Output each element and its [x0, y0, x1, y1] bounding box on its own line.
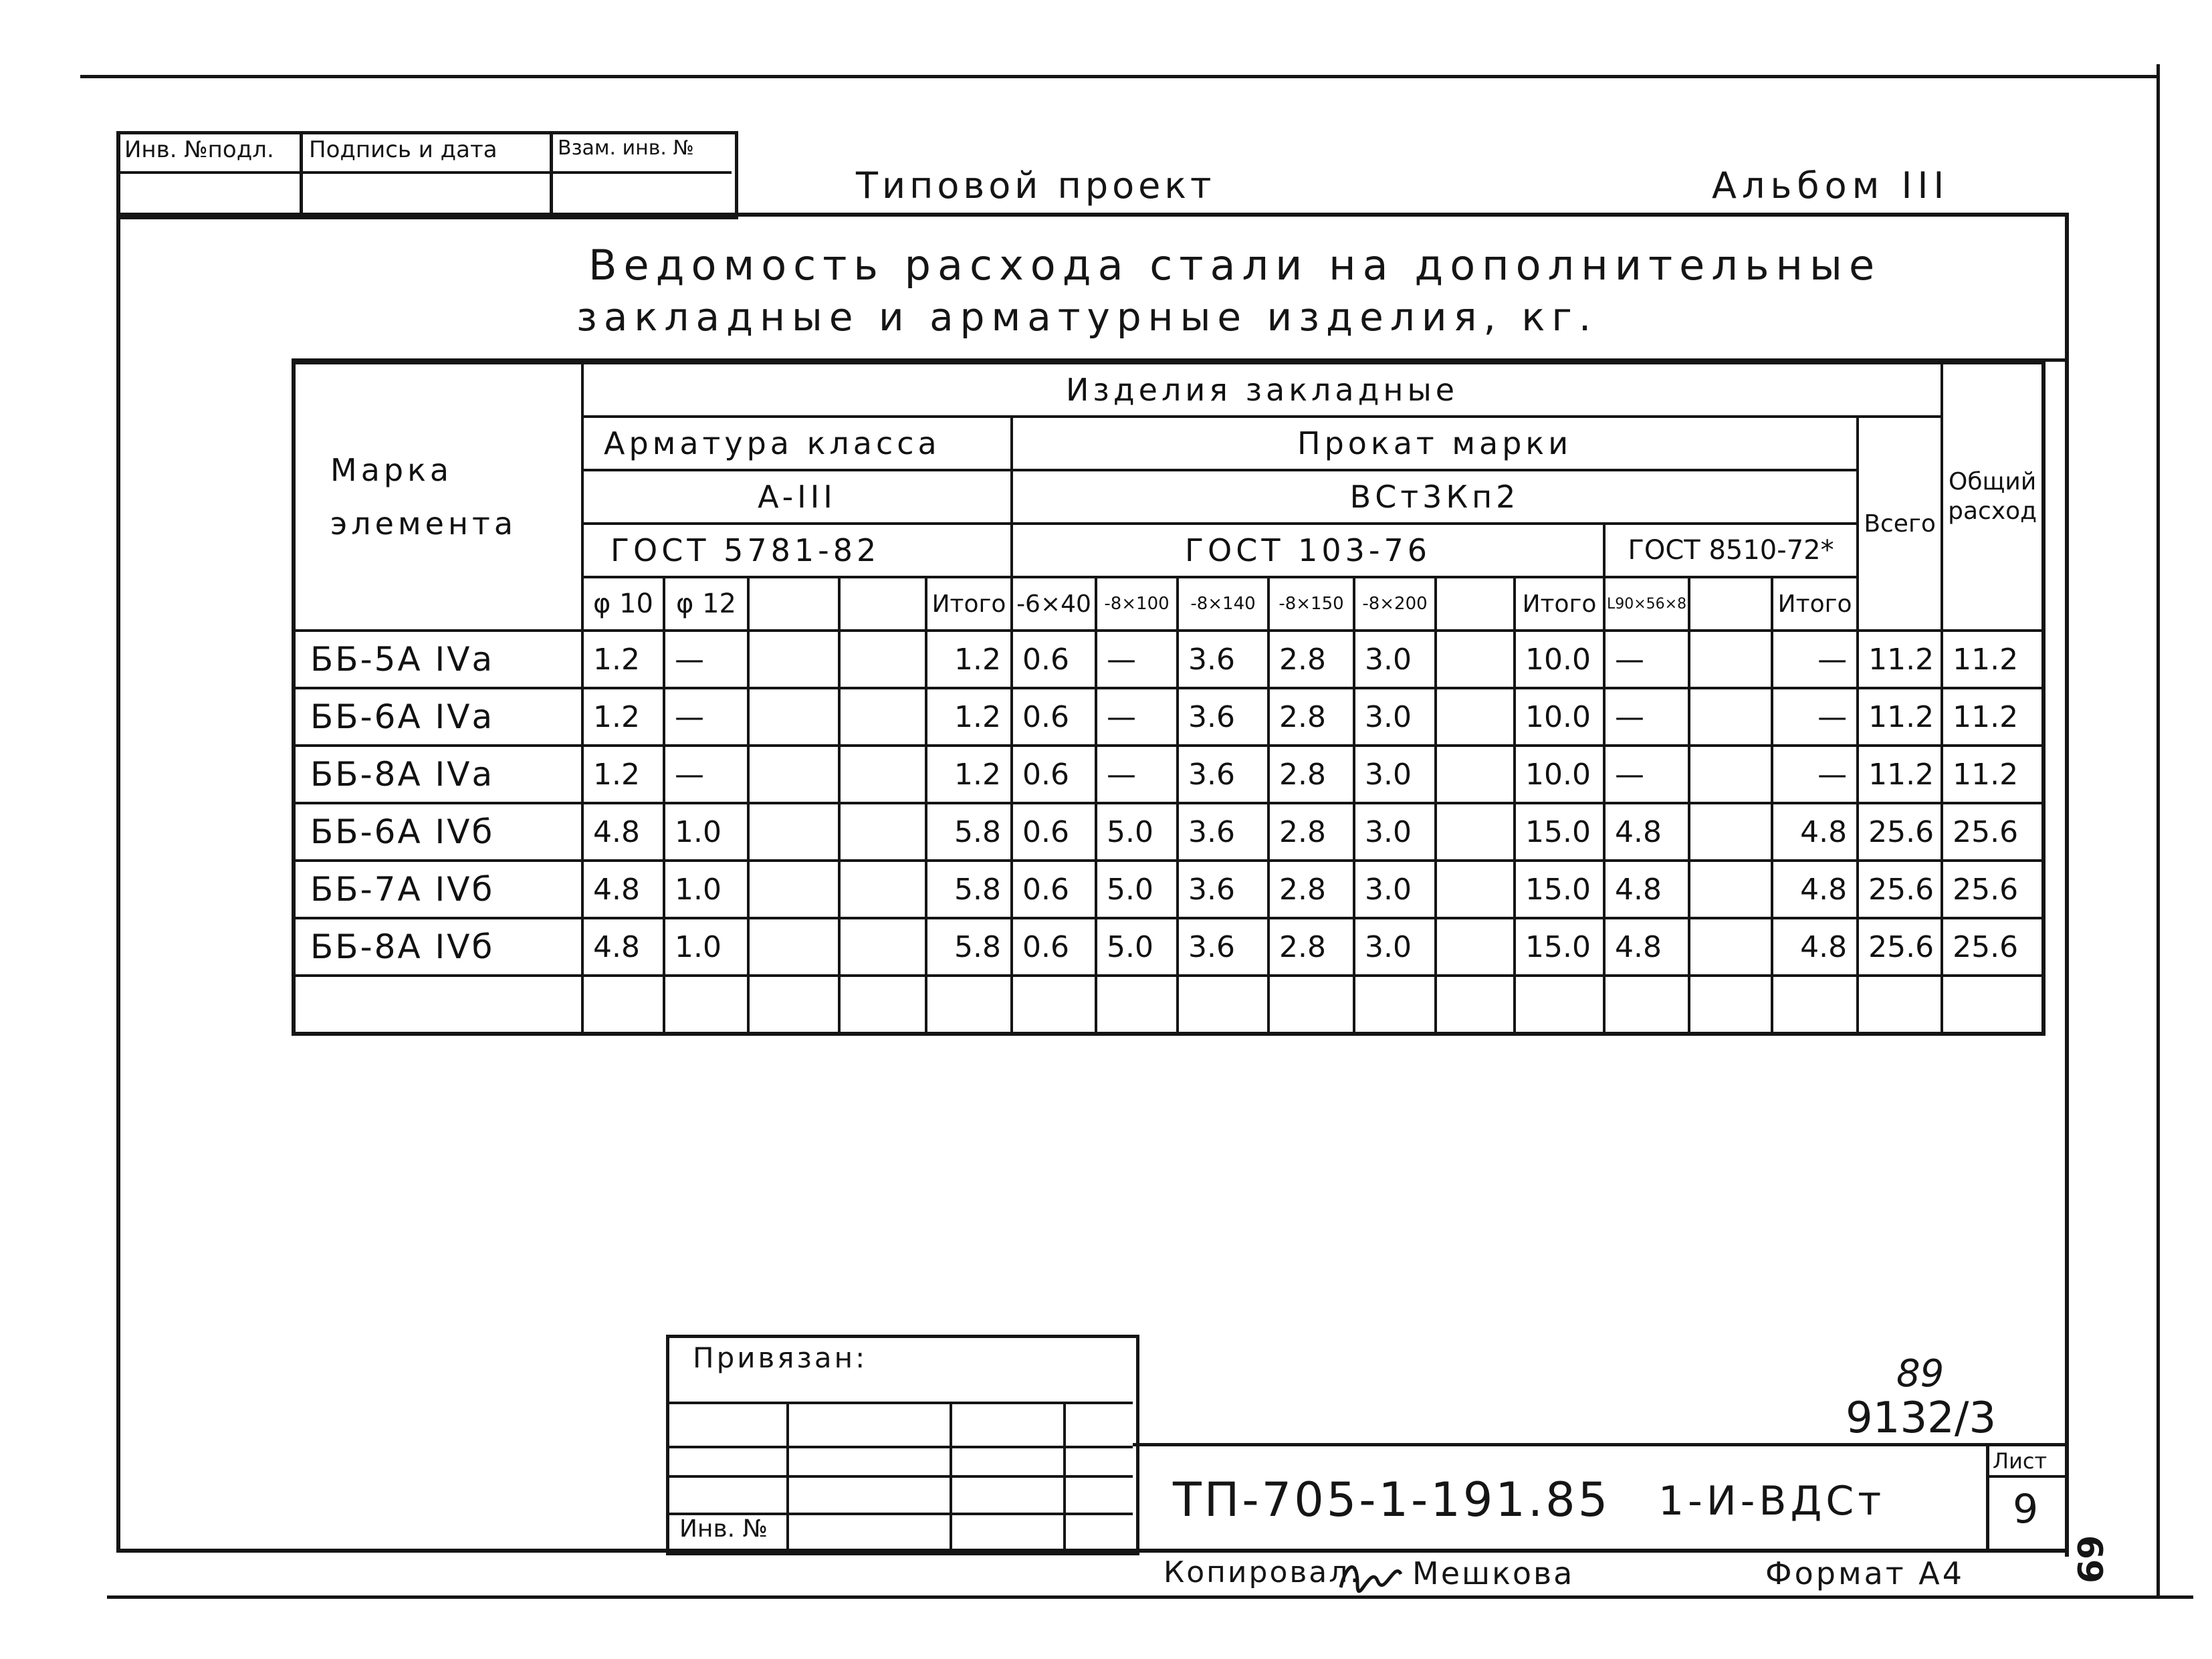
cell-6x40: 0.6 [1012, 631, 1096, 688]
cell-empty [1942, 976, 2043, 1034]
cell-vsego: 25.6 [1858, 918, 1942, 976]
sub-8x140: -8×140 [1178, 577, 1268, 631]
cell-vsego: 11.2 [1858, 746, 1942, 803]
top-border-line [80, 75, 2159, 78]
cell-empty [748, 631, 839, 688]
cell-empty [748, 918, 839, 976]
armatura-class: A-III [582, 470, 1012, 524]
sub-l90: L90×56×8 [1604, 577, 1689, 631]
row-mark: ББ-8А IVа [294, 746, 582, 803]
cell-empty [1354, 976, 1436, 1034]
sheet-code: 1-И-ВДСт [1658, 1478, 1886, 1525]
format-label: Формат А4 [1765, 1555, 1965, 1591]
cell-empty [1096, 976, 1178, 1034]
sub-d12: φ 12 [664, 577, 748, 631]
table-row [294, 861, 2043, 918]
cell-obshiy: 11.2 [1942, 631, 2043, 688]
cell-empty [839, 631, 926, 688]
tracking-number-bottom: 9132/3 [1846, 1394, 1997, 1443]
sub-6x40: -6×40 [1012, 577, 1096, 631]
sub-empty-4 [1689, 577, 1772, 631]
sub-8x200: -8×200 [1354, 577, 1436, 631]
mark-header [294, 362, 582, 631]
cell-d10: 4.8 [582, 861, 664, 918]
main-stamp-list-divider [1986, 1443, 1989, 1550]
table-row [294, 918, 2043, 976]
cell-d12: 1.0 [664, 918, 748, 976]
cell-empty [582, 976, 664, 1034]
corner-stamp-divider-2 [550, 131, 553, 217]
list-label: Лист [1993, 1448, 2048, 1474]
cell-empty [748, 688, 839, 746]
cell-obshiy: 11.2 [1942, 746, 2043, 803]
cell-d10: 1.2 [582, 746, 664, 803]
list-number: 9 [2013, 1486, 2039, 1533]
cell-itogo1: 5.8 [926, 803, 1012, 861]
cell-8x150: 2.8 [1268, 746, 1354, 803]
cell-obshiy: 11.2 [1942, 688, 2043, 746]
cell-empty [839, 746, 926, 803]
cell-8x100: 5.0 [1096, 861, 1178, 918]
cell-8x150: 2.8 [1268, 918, 1354, 976]
side-number: 69 [2072, 1535, 2112, 1583]
cell-d12: — [664, 631, 748, 688]
cell-empty [294, 976, 582, 1034]
cell-8x100: 5.0 [1096, 918, 1178, 976]
table-row [294, 688, 2043, 746]
cell-itogo3: 4.8 [1772, 861, 1858, 918]
cell-itogo1: 5.8 [926, 918, 1012, 976]
vsego-header: Всего [1858, 417, 1942, 631]
cell-itogo3: 4.8 [1772, 918, 1858, 976]
row-mark: ББ-6А IVа [294, 688, 582, 746]
cell-itogo3: — [1772, 746, 1858, 803]
cell-empty [1436, 688, 1515, 746]
cell-8x150: 2.8 [1268, 688, 1354, 746]
cell-6x40: 0.6 [1012, 918, 1096, 976]
cell-obshiy: 25.6 [1942, 803, 2043, 861]
doc-code: ТП-705-1-191.85 [1173, 1472, 1611, 1527]
cell-empty [839, 688, 926, 746]
inv-label: Инв. № [679, 1515, 768, 1543]
cell-itogo2: 15.0 [1515, 918, 1604, 976]
cell-8x140: 3.6 [1178, 631, 1268, 688]
cell-empty [1436, 918, 1515, 976]
cell-empty [926, 976, 1012, 1034]
cell-6x40: 0.6 [1012, 861, 1096, 918]
sub-8x150: -8×150 [1268, 577, 1354, 631]
cell-empty [1689, 803, 1772, 861]
mark-header-text: Марка элемента [330, 452, 518, 542]
cell-8x200: 3.0 [1354, 746, 1436, 803]
kopiroval-label: Копировал: [1164, 1555, 1362, 1589]
cell-d12: 1.0 [664, 861, 748, 918]
cell-empty [839, 803, 926, 861]
cell-obshiy: 25.6 [1942, 861, 2043, 918]
cell-6x40: 0.6 [1012, 746, 1096, 803]
cell-8x100: 5.0 [1096, 803, 1178, 861]
table-row-empty [294, 976, 2043, 1034]
cell-8x150: 2.8 [1268, 861, 1354, 918]
privyazan-col-line-2 [950, 1402, 952, 1550]
prokat-gost-2: ГОСТ 8510-72* [1604, 524, 1858, 577]
cell-l90: 4.8 [1604, 861, 1689, 918]
cell-obshiy: 25.6 [1942, 918, 2043, 976]
frame-right-line [2065, 213, 2069, 1557]
project-type: Типовой проект [856, 164, 1216, 207]
privyazan-col-line-1 [786, 1402, 789, 1550]
cell-l90: 4.8 [1604, 918, 1689, 976]
cell-empty [1436, 861, 1515, 918]
obshiy-header [1942, 362, 2043, 631]
cell-empty [1436, 631, 1515, 688]
cell-vsego: 11.2 [1858, 631, 1942, 688]
cell-l90: 4.8 [1604, 803, 1689, 861]
cell-8x140: 3.6 [1178, 918, 1268, 976]
cell-8x100: — [1096, 688, 1178, 746]
sub-itogo-1: Итого [926, 577, 1012, 631]
prokat-gost-1: ГОСТ 103-76 [1012, 524, 1604, 577]
cell-d10: 1.2 [582, 688, 664, 746]
cell-empty [664, 976, 748, 1034]
cell-empty [1436, 803, 1515, 861]
cell-itogo2: 15.0 [1515, 861, 1604, 918]
signature-mark [1337, 1554, 1404, 1594]
row-mark: ББ-5А IVа [294, 631, 582, 688]
cell-itogo2: 15.0 [1515, 803, 1604, 861]
prokat-marka: ВСт3Кп2 [1012, 470, 1858, 524]
cell-empty [1689, 918, 1772, 976]
cell-itogo3: — [1772, 631, 1858, 688]
cell-empty [1689, 746, 1772, 803]
cell-empty [1689, 976, 1772, 1034]
cell-empty [1436, 976, 1515, 1034]
vzam-label: Взам. инв. № [558, 136, 694, 160]
cell-empty [839, 861, 926, 918]
cell-empty [1689, 688, 1772, 746]
cell-d12: 1.0 [664, 803, 748, 861]
steel-consumption-table [292, 360, 2045, 1036]
cell-empty [748, 861, 839, 918]
inv-podl-label: Инв. №подл. [124, 136, 274, 163]
cell-d12: — [664, 746, 748, 803]
cell-empty [1858, 976, 1942, 1034]
frame-left-line [116, 131, 120, 1551]
album-label: Альбом III [1712, 164, 1950, 207]
cell-empty [748, 746, 839, 803]
corner-stamp-row-line [116, 171, 732, 174]
cell-itogo3: — [1772, 688, 1858, 746]
cell-vsego: 11.2 [1858, 688, 1942, 746]
tracking-number-top: 89 [1896, 1352, 1945, 1396]
cell-8x150: 2.8 [1268, 631, 1354, 688]
armatura-gost: ГОСТ 5781-82 [582, 524, 1012, 577]
cell-itogo2: 10.0 [1515, 631, 1604, 688]
kopiroval-name: Мешкова [1412, 1555, 1575, 1591]
cell-8x200: 3.0 [1354, 861, 1436, 918]
cell-empty [1772, 976, 1858, 1034]
row-mark: ББ-8А IVб [294, 918, 582, 976]
cell-d12: — [664, 688, 748, 746]
sub-itogo-2: Итого [1515, 577, 1604, 631]
cell-itogo1: 1.2 [926, 631, 1012, 688]
cell-vsego: 25.6 [1858, 803, 1942, 861]
sub-d10: φ 10 [582, 577, 664, 631]
cell-empty [1012, 976, 1096, 1034]
cell-empty [1436, 746, 1515, 803]
corner-stamp-divider-1 [300, 131, 303, 217]
cell-empty [1178, 976, 1268, 1034]
cell-empty [1515, 976, 1604, 1034]
cell-itogo2: 10.0 [1515, 688, 1604, 746]
armatura-header: Арматура класса [582, 417, 1012, 470]
main-stamp-list-line [1986, 1475, 2069, 1478]
cell-itogo1: 5.8 [926, 861, 1012, 918]
izdeliya-header: Изделия закладные [582, 362, 1942, 417]
cell-8x100: — [1096, 631, 1178, 688]
cell-empty [839, 918, 926, 976]
cell-empty [748, 976, 839, 1034]
cell-8x200: 3.0 [1354, 803, 1436, 861]
cell-l90: — [1604, 688, 1689, 746]
cell-d10: 1.2 [582, 631, 664, 688]
cell-empty [839, 976, 926, 1034]
cell-itogo1: 1.2 [926, 688, 1012, 746]
cell-empty [1689, 861, 1772, 918]
cell-empty [748, 803, 839, 861]
cell-8x140: 3.6 [1178, 688, 1268, 746]
cell-8x140: 3.6 [1178, 746, 1268, 803]
privyazan-col-line-3 [1063, 1402, 1066, 1550]
cell-8x140: 3.6 [1178, 861, 1268, 918]
cell-6x40: 0.6 [1012, 688, 1096, 746]
cell-8x200: 3.0 [1354, 918, 1436, 976]
sub-empty-1 [748, 577, 839, 631]
cell-l90: — [1604, 746, 1689, 803]
cell-vsego: 25.6 [1858, 861, 1942, 918]
table-row [294, 746, 2043, 803]
table-row [294, 803, 2043, 861]
row-mark: ББ-6А IVб [294, 803, 582, 861]
cell-8x150: 2.8 [1268, 803, 1354, 861]
cell-l90: — [1604, 631, 1689, 688]
cell-d10: 4.8 [582, 803, 664, 861]
outer-right-line [2156, 64, 2160, 1595]
cell-empty [1604, 976, 1689, 1034]
sub-itogo-3: Итого [1772, 577, 1858, 631]
cell-8x200: 3.0 [1354, 631, 1436, 688]
cell-8x140: 3.6 [1178, 803, 1268, 861]
cell-empty [1689, 631, 1772, 688]
cell-6x40: 0.6 [1012, 803, 1096, 861]
outer-bottom-line [107, 1595, 2193, 1599]
podpis-label: Подпись и дата [309, 136, 497, 163]
table-row [294, 631, 2043, 688]
cell-empty [1268, 976, 1354, 1034]
privyazan-label: Привязан: [693, 1341, 868, 1374]
sub-8x100: -8×100 [1096, 577, 1178, 631]
cell-itogo3: 4.8 [1772, 803, 1858, 861]
sub-empty-2 [839, 577, 926, 631]
obshiy-header-text: Общий расход [1948, 468, 2037, 525]
cell-8x100: — [1096, 746, 1178, 803]
cell-8x200: 3.0 [1354, 688, 1436, 746]
row-mark: ББ-7А IVб [294, 861, 582, 918]
cell-d10: 4.8 [582, 918, 664, 976]
sub-empty-3 [1436, 577, 1515, 631]
main-stamp-top-line [1133, 1443, 2069, 1446]
cell-itogo2: 10.0 [1515, 746, 1604, 803]
cell-itogo1: 1.2 [926, 746, 1012, 803]
title-line-2: закладные и арматурные изделия, кг. [576, 294, 1598, 340]
prokat-header: Прокат марки [1012, 417, 1858, 470]
title-line-1: Ведомость расхода стали на дополнительные [588, 241, 1882, 290]
